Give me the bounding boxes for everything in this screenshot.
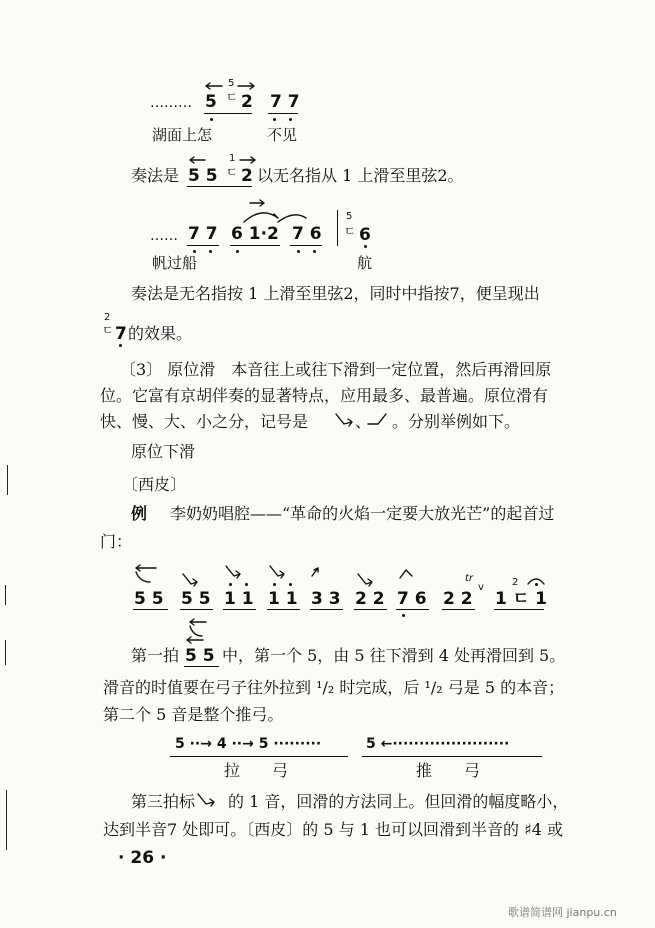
ex2-notes-76: 7 6: [292, 224, 322, 244]
p2-note-7: 7: [115, 324, 127, 344]
ex2-lyric-a: 帆过船: [152, 254, 198, 272]
ex2-dots: ……: [150, 228, 178, 244]
p3-line1: 〔3〕 原位滑 本音往上或往下滑到一定位置，然后再滑回原: [120, 360, 552, 379]
example-text1: 李奶奶唱腔——“革命的火焰一定要大放光芒”的起首过: [170, 504, 555, 523]
p2-line2: 的效果。: [128, 324, 193, 343]
p5-line1-pre: 第三拍标: [131, 792, 196, 811]
bow-pull-sequence: 5 ··→ 4 ··→ 5 ·········: [175, 736, 322, 752]
p1-notes-55: 5 5: [188, 166, 218, 186]
ex1-dots: ………: [150, 95, 192, 111]
ex2-lyric-b: 航: [357, 254, 373, 272]
bow-pull-label: 拉 弓: [224, 761, 289, 780]
watermark: 歌谱简谱网 jianpu.cn: [508, 906, 617, 919]
p1-pre: 奏法是: [131, 166, 180, 185]
ex1-note-5: 5: [205, 92, 217, 112]
ex2-grace-5: 5: [346, 211, 353, 222]
ex1-hua-symbol: ㄷ: [226, 90, 238, 104]
ex1-grace-5: 5: [228, 78, 235, 89]
heading-yuanwei-xiahua: 原位下滑: [131, 442, 196, 461]
score-group-7: 7 6: [397, 589, 427, 609]
ex2-notes-6-12: 6 1·2: [231, 224, 279, 244]
score-group-5: 3 3: [311, 589, 341, 609]
score-group-6: 2 2: [355, 589, 385, 609]
ex2-notes-77: 7 7: [188, 224, 218, 244]
p4-line1-pre: 第一拍: [131, 646, 180, 665]
bow-push-sequence: 5 ←······················: [366, 736, 510, 752]
p1-grace-1: 1: [229, 153, 236, 164]
p2-hua-symbol: ㄷ: [102, 323, 114, 337]
p5-line1-post: 的 1 音，回滑的方法同上。但回滑的幅度略小，: [228, 792, 569, 811]
p1-hua-symbol: ㄷ: [226, 165, 238, 179]
score-group-2: 5 5: [181, 589, 211, 609]
p2-grace-2: 2: [104, 312, 111, 323]
score-group-3: 1 1: [224, 589, 254, 609]
ex1-lyric-b: 不见: [267, 126, 298, 144]
p3-line2: 位。它富有京胡伴奏的显著特点，应用最多、最普遍。原位滑有: [100, 386, 549, 405]
score-group-8: 2 2: [443, 589, 473, 609]
p4-line1-notes: 5 5: [185, 646, 215, 666]
ex1-lyric-a: 湖面上怎: [152, 126, 213, 144]
p4-line2: 滑音的时值要在弓子往外拉到 ¹/₂ 时完成，后 ¹/₂ 弓是 5 的本音；: [103, 678, 565, 697]
ex1-note-2: 2: [241, 92, 253, 112]
ex1-note-77: 7 7: [270, 92, 300, 112]
bow-push-label: 推 弓: [416, 761, 481, 780]
p1-post: 以无名指从 1 上滑至里弦2。: [257, 166, 464, 185]
score-group-1: 5 5: [134, 589, 164, 609]
score-grace-2: 2: [512, 577, 519, 588]
example-text2: 门：: [100, 532, 133, 551]
page-number: · 26 ·: [118, 848, 167, 868]
score-trill-mark: tr: [465, 573, 474, 584]
ex2-note-6: 6: [359, 225, 371, 245]
p3-line3-end: 。分别举例如下。: [392, 412, 521, 431]
score-group-9: 1 ㄷ 1: [495, 589, 547, 609]
heading-xipi: 〔西皮〕: [122, 475, 187, 494]
p4-line1-post: 中，第一个 5，由 5 往下滑到 4 处再滑回到 5。: [222, 646, 566, 665]
p2-line1: 奏法是无名指按 1 上滑至里弦2，同时中指按7，便呈现出: [131, 284, 540, 303]
p4-line3: 第二个 5 音是整个推弓。: [103, 705, 284, 724]
p1-note-2: 2: [241, 166, 253, 186]
score-group-4: 1 1: [268, 589, 298, 609]
p3-line3-sep: 、: [355, 412, 372, 431]
p5-line2: 达到半音7 处即可。〔西皮〕的 5 与 1 也可以回滑到半音的 ♯4 或: [103, 820, 564, 839]
example-label: 例: [131, 504, 148, 523]
score-breath-mark: v: [478, 582, 484, 593]
ex2-hua-symbol: ㄷ: [344, 224, 356, 238]
p3-line3: 快、慢、大、小之分，记号是: [100, 412, 309, 431]
